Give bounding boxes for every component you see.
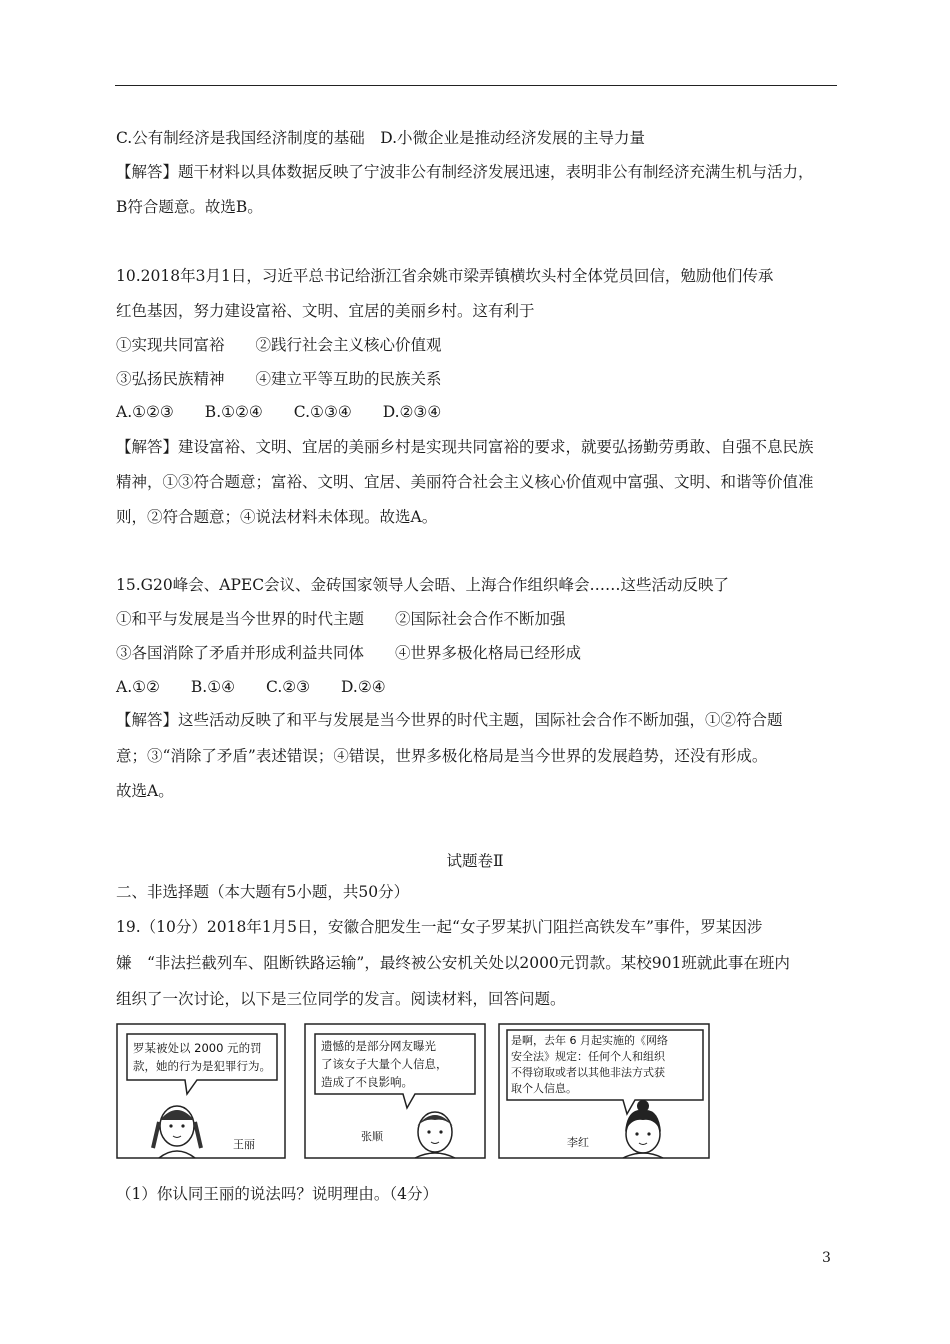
q15-answer-line-1: 【解答】这些活动反映了和平与发展是当今世界的时代主题，国际社会合作不断加强，①②符合题 [116,711,783,729]
q10-answer-line-1: 【解答】建设富裕、文明、宜居的美丽乡村是实现共同富裕的要求，就要弘扬勤劳勇敢、自强不息民族 [116,438,814,456]
name-wang-li: 王丽 [233,1138,255,1151]
section-title: 试题卷Ⅱ [446,852,504,870]
q19-stem-line-1: 19.（10分）2018年1月5日，安徽合肥发生一起“女子罗某扒门阻拦高铁发车”事件，罗某因涉 [116,918,763,936]
q15-answer-line-3: 故选A。 [116,782,174,800]
bubble-text-2b: 了该女子大量个人信息， [321,1057,448,1071]
comic-illustration [115,1022,711,1162]
bubble-text-3d: 取个人信息。 [511,1082,577,1095]
girl-wang-li-figure [153,1106,201,1158]
q10-answer-line-2: 精神，①③符合题意；富裕、文明、宜居、美丽符合社会主义核心价值观中富强、文明、和谐等价值准 [116,473,814,491]
name-li-hong: 李红 [567,1136,589,1149]
bubble-text-2c: 造成了不良影响。 [321,1075,413,1089]
q10-answer-line-3: 则，②符合题意；④说法材料未体现。故选A。 [116,508,438,526]
q9-answer-line-2: B符合题意。故选B。 [116,198,263,216]
q15-options-34: ③各国消除了矛盾并形成利益共同体 ④世界多极化格局已经形成 [116,644,582,662]
q19-subquestion-1: （1）你认同王丽的说法吗？说明理由。（4分） [116,1185,438,1203]
bubble-text-2a: 遗憾的是部分网友曝光 [321,1039,436,1053]
q10-stem-line-2: 红色基因，努力建设富裕、文明、宜居的美丽乡村。这有利于 [116,302,535,320]
name-zhang-shun: 张顺 [361,1130,383,1143]
comic-panel-wang-li [117,1024,285,1158]
q10-choices: A.①②③ B.①②④ C.①③④ D.②③④ [116,403,442,421]
page-number: 3 [822,1250,831,1266]
q15-stem: 15.G20峰会、APEC会议、金砖国家领导人会晤、上海合作组织峰会……这些活动反映了 [116,576,730,594]
q15-choices: A.①② B.①④ C.②③ D.②④ [116,678,386,696]
q19-stem-line-3: 组织了一次讨论，以下是三位同学的发言。阅读材料，回答问题。 [116,990,566,1008]
q19-stem-line-2: 嫌 “非法拦截列车、阻断铁路运输”，最终被公安机关处以2000元罚款。某校901班就此事在班内 [116,954,790,972]
q9-options-cd: C.公有制经济是我国经济制度的基础 D.小微企业是推动经济发展的主导力量 [116,129,646,147]
header-rule [115,85,837,86]
q10-options-34: ③弘扬民族精神 ④建立平等互助的民族关系 [116,370,442,388]
bubble-text-3c: 不得窃取或者以其他非法方式获 [511,1066,665,1079]
q10-stem-line-1: 10.2018年3月1日，习近平总书记给浙江省余姚市梁弄镇横坎头村全体党员回信，勉励他们传承 [116,267,774,285]
boy-zhang-shun-figure [415,1112,455,1158]
section-2-heading: 二、非选择题（本大题有5小题，共50分） [116,883,410,901]
q15-answer-line-2: 意；③“消除了矛盾”表述错误；④错误，世界多极化格局是当今世界的发展趋势，还没有形成。 [116,747,768,765]
q15-options-12: ①和平与发展是当今世界的时代主题 ②国际社会合作不断加强 [116,610,566,628]
comic-panel-li-hong [499,1024,709,1158]
comic-panel-zhang-shun [305,1024,485,1158]
bubble-text-1b: 款，她的行为是犯罪行为。 [133,1059,271,1073]
bubble-text-1a: 罗某被处以 2000 元的罚 [133,1041,262,1055]
q10-options-12: ①实现共同富裕 ②践行社会主义核心价值观 [116,336,442,354]
q9-answer-line-1: 【解答】题干材料以具体数据反映了宁波非公有制经济发展迅速，表明非公有制经济充满生机与活力， [116,163,814,181]
bubble-text-3a: 是啊，去年 6 月起实施的《网络 [511,1034,668,1047]
bubble-text-3b: 安全法》规定：任何个人和组织 [511,1050,665,1063]
